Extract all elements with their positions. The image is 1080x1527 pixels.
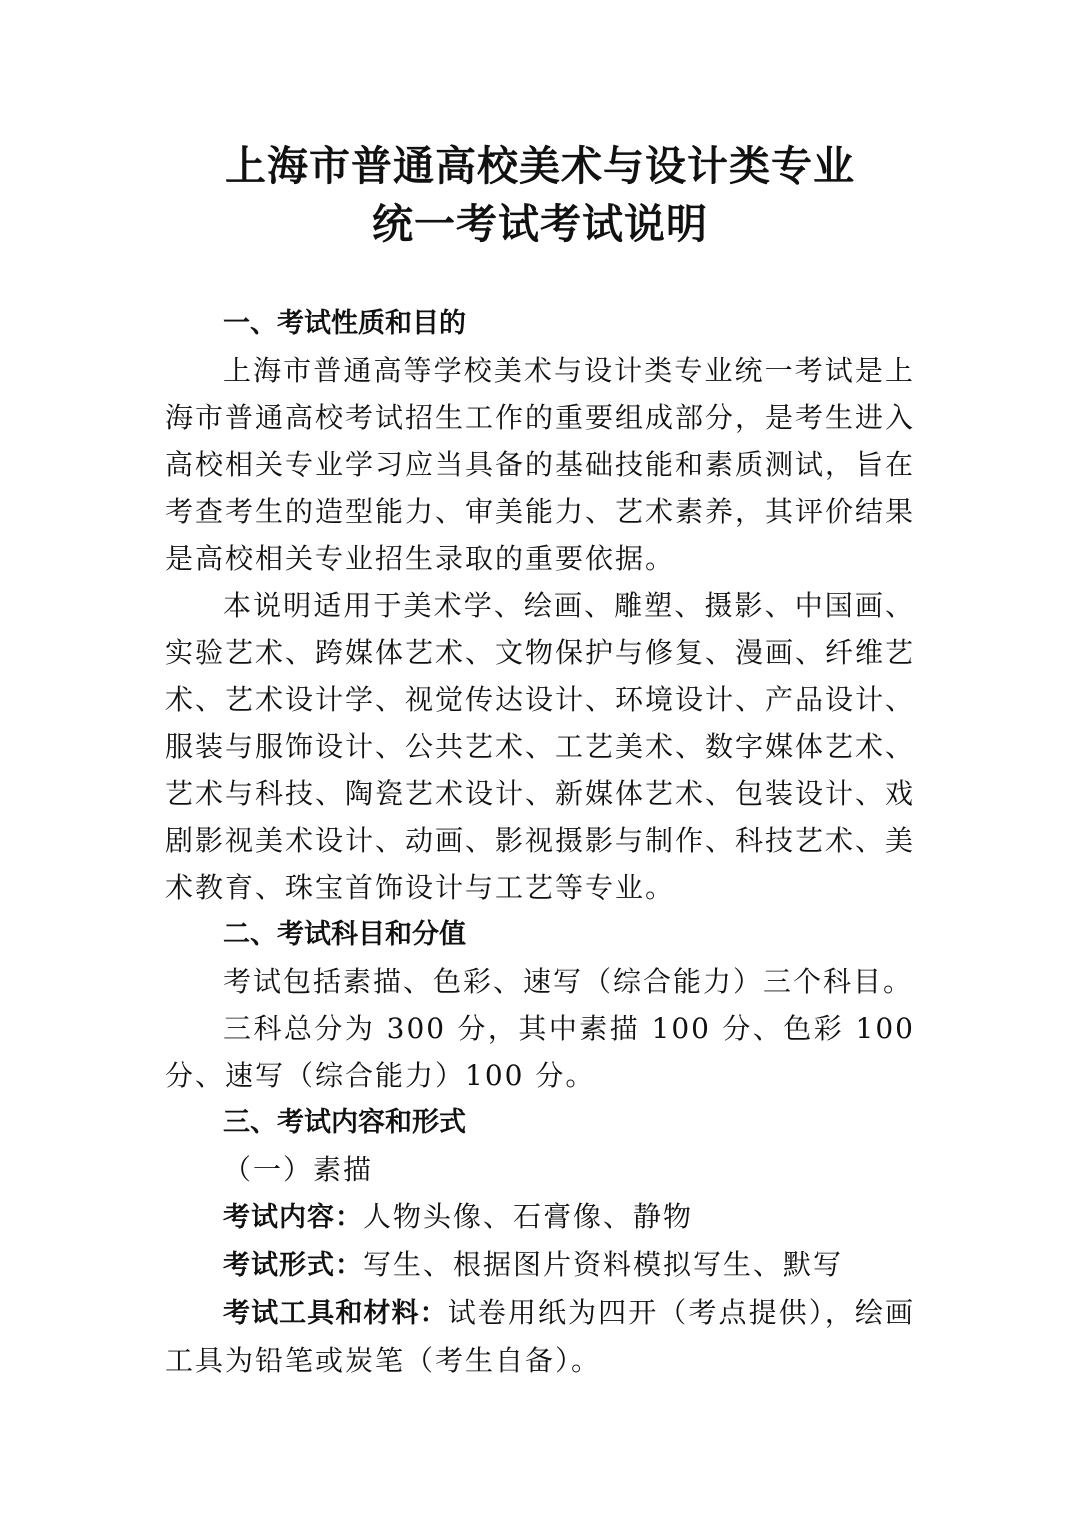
document-title-line-1: 上海市普通高校美术与设计类专业 xyxy=(225,142,855,190)
exam-form-item xyxy=(165,1241,915,1289)
subsection-sketch-heading: （一）素描 xyxy=(223,1153,374,1186)
exam-content-item xyxy=(165,1193,915,1241)
exam-content-text: 人物头像、石膏像、静物 xyxy=(363,1200,694,1233)
document-body xyxy=(165,300,915,1384)
exam-tools-item xyxy=(165,1289,915,1384)
section-1-paragraph-2: 本说明适用于美术学、绘画、雕塑、摄影、中国画、实验艺术、跨媒体艺术、文物保护与修复、漫画、纤维艺术、艺术设计学、视觉传达设计、环境设计、产品设计、服装与服饰设计、公共艺术、工艺美术、数字媒体艺术、艺术与科技、陶瓷艺术设计、新媒体艺术、包装设计、戏剧影视美术设计、动画、影视摄影与制作、科技艺术、美术教育、珠宝首饰设计与工艺等专业。 xyxy=(165,589,916,904)
section-2-paragraph-2: 三科总分为 300 分，其中素描 100 分、色彩 100 分、速写（综合能力）100 分。 xyxy=(165,1012,915,1092)
exam-tools-label: 考试工具和材料： xyxy=(223,1298,448,1329)
exam-content-label: 考试内容： xyxy=(223,1202,363,1233)
document-title-line-2: 统一考试考试说明 xyxy=(372,200,708,248)
section-3-heading: 三、考试内容和形式 xyxy=(223,1107,466,1138)
section-1-paragraph-1: 上海市普通高等学校美术与设计类专业统一考试是上海市普通高校考试招生工作的重要组成部分，是考生进入高校相关专业学习应当具备的基础技能和素质测试，旨在考查考生的造型能力、审美能力、艺术素养，其评价结果是高校相关专业招生录取的重要依据。 xyxy=(165,354,916,575)
exam-form-text: 写生、根据图片资料模拟写生、默写 xyxy=(363,1248,844,1281)
exam-tools-text: 试卷用纸为四开（考点提供），绘画工具为铅笔或炭笔（考生自备）。 xyxy=(165,1296,915,1377)
section-1-heading: 一、考试性质和目的 xyxy=(223,308,466,339)
section-2-heading: 二、考试科目和分值 xyxy=(223,919,466,950)
section-2-paragraph-1: 考试包括素描、色彩、速写（综合能力）三个科目。 xyxy=(223,965,914,998)
exam-form-label: 考试形式： xyxy=(223,1250,363,1281)
